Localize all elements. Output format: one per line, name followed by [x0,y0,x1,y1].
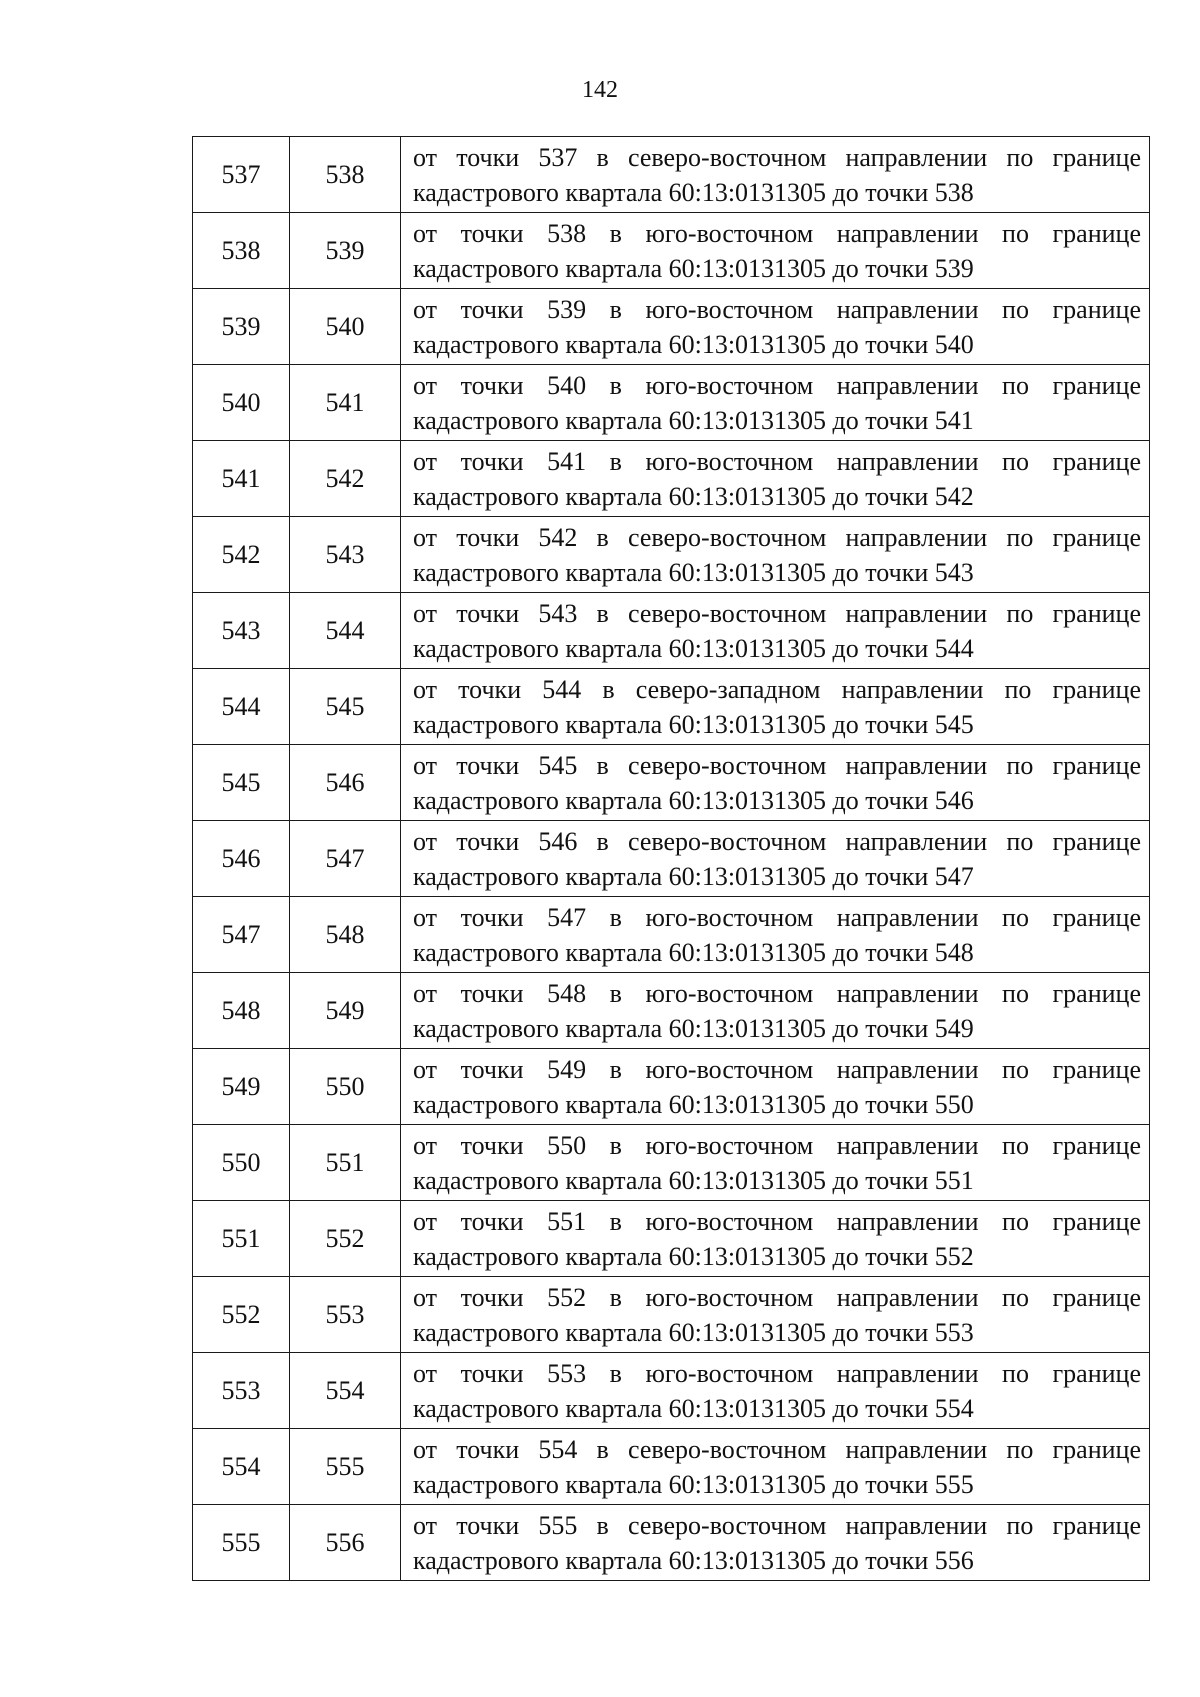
from-point: 537 [193,137,290,213]
boundary-description: от точки 537 в северо-восточном направлении по границе кадастрового квартала 60:13:0131305 до точки 538 [401,137,1150,213]
table-row [193,593,1150,669]
to-point: 541 [290,365,401,441]
from-point: 539 [193,289,290,365]
boundary-description: от точки 552 в юго-восточном направлении по границе кадастрового квартала 60:13:0131305 до точки 553 [401,1277,1150,1353]
table-row [193,213,1150,289]
boundary-description: от точки 547 в юго-восточном направлении по границе кадастрового квартала 60:13:0131305 до точки 548 [401,897,1150,973]
to-point: 554 [290,1353,401,1429]
from-point: 543 [193,593,290,669]
to-point: 538 [290,137,401,213]
to-point: 556 [290,1505,401,1581]
from-point: 551 [193,1201,290,1277]
table-row [193,441,1150,517]
boundary-description: от точки 551 в юго-восточном направлении по границе кадастрового квартала 60:13:0131305 до точки 552 [401,1201,1150,1277]
table-row [193,1505,1150,1581]
boundary-description: от точки 550 в юго-восточном направлении по границе кадастрового квартала 60:13:0131305 до точки 551 [401,1125,1150,1201]
to-point: 549 [290,973,401,1049]
table-row [193,669,1150,745]
to-point: 543 [290,517,401,593]
boundary-description: от точки 538 в юго-восточном направлении по границе кадастрового квартала 60:13:0131305 до точки 539 [401,213,1150,289]
boundary-description: от точки 544 в северо-западном направлении по границе кадастрового квартала 60:13:0131305 до точки 545 [401,669,1150,745]
table-row [193,1201,1150,1277]
from-point: 553 [193,1353,290,1429]
page-number: 142 [582,77,618,103]
from-point: 541 [193,441,290,517]
from-point: 542 [193,517,290,593]
from-point: 550 [193,1125,290,1201]
boundary-description: от точки 554 в северо-восточном направлении по границе кадастрового квартала 60:13:0131305 до точки 555 [401,1429,1150,1505]
boundary-description: от точки 545 в северо-восточном направлении по границе кадастрового квартала 60:13:0131305 до точки 546 [401,745,1150,821]
from-point: 547 [193,897,290,973]
to-point: 542 [290,441,401,517]
table-row [193,1277,1150,1353]
table-row [193,289,1150,365]
from-point: 555 [193,1505,290,1581]
table-row [193,1049,1150,1125]
from-point: 538 [193,213,290,289]
table-body [193,137,1150,1581]
boundary-description: от точки 539 в юго-восточном направлении по границе кадастрового квартала 60:13:0131305 до точки 540 [401,289,1150,365]
table-row [193,973,1150,1049]
table-row [193,745,1150,821]
to-point: 548 [290,897,401,973]
boundary-description: от точки 541 в юго-восточном направлении по границе кадастрового квартала 60:13:0131305 до точки 542 [401,441,1150,517]
from-point: 544 [193,669,290,745]
to-point: 555 [290,1429,401,1505]
table-row [193,517,1150,593]
from-point: 554 [193,1429,290,1505]
to-point: 544 [290,593,401,669]
boundary-description: от точки 543 в северо-восточном направлении по границе кадастрового квартала 60:13:0131305 до точки 544 [401,593,1150,669]
from-point: 548 [193,973,290,1049]
boundary-description: от точки 549 в юго-восточном направлении по границе кадастрового квартала 60:13:0131305 до точки 550 [401,1049,1150,1125]
boundary-description: от точки 548 в юго-восточном направлении по границе кадастрового квартала 60:13:0131305 до точки 549 [401,973,1150,1049]
table-row [193,137,1150,213]
to-point: 552 [290,1201,401,1277]
table-row [193,1429,1150,1505]
boundary-description: от точки 540 в юго-восточном направлении по границе кадастрового квартала 60:13:0131305 до точки 541 [401,365,1150,441]
table-row [193,1125,1150,1201]
to-point: 546 [290,745,401,821]
table-row [193,897,1150,973]
table-row [193,1353,1150,1429]
boundary-description: от точки 546 в северо-восточном направлении по границе кадастрового квартала 60:13:0131305 до точки 547 [401,821,1150,897]
table-row [193,365,1150,441]
to-point: 545 [290,669,401,745]
boundary-table [192,136,1150,1581]
boundary-description: от точки 553 в юго-восточном направлении по границе кадастрового квартала 60:13:0131305 до точки 554 [401,1353,1150,1429]
boundary-description: от точки 555 в северо-восточном направлении по границе кадастрового квартала 60:13:0131305 до точки 556 [401,1505,1150,1581]
to-point: 547 [290,821,401,897]
to-point: 551 [290,1125,401,1201]
to-point: 553 [290,1277,401,1353]
to-point: 539 [290,213,401,289]
from-point: 545 [193,745,290,821]
table-row [193,821,1150,897]
from-point: 552 [193,1277,290,1353]
from-point: 540 [193,365,290,441]
to-point: 540 [290,289,401,365]
from-point: 546 [193,821,290,897]
from-point: 549 [193,1049,290,1125]
boundary-description: от точки 542 в северо-восточном направлении по границе кадастрового квартала 60:13:0131305 до точки 543 [401,517,1150,593]
to-point: 550 [290,1049,401,1125]
